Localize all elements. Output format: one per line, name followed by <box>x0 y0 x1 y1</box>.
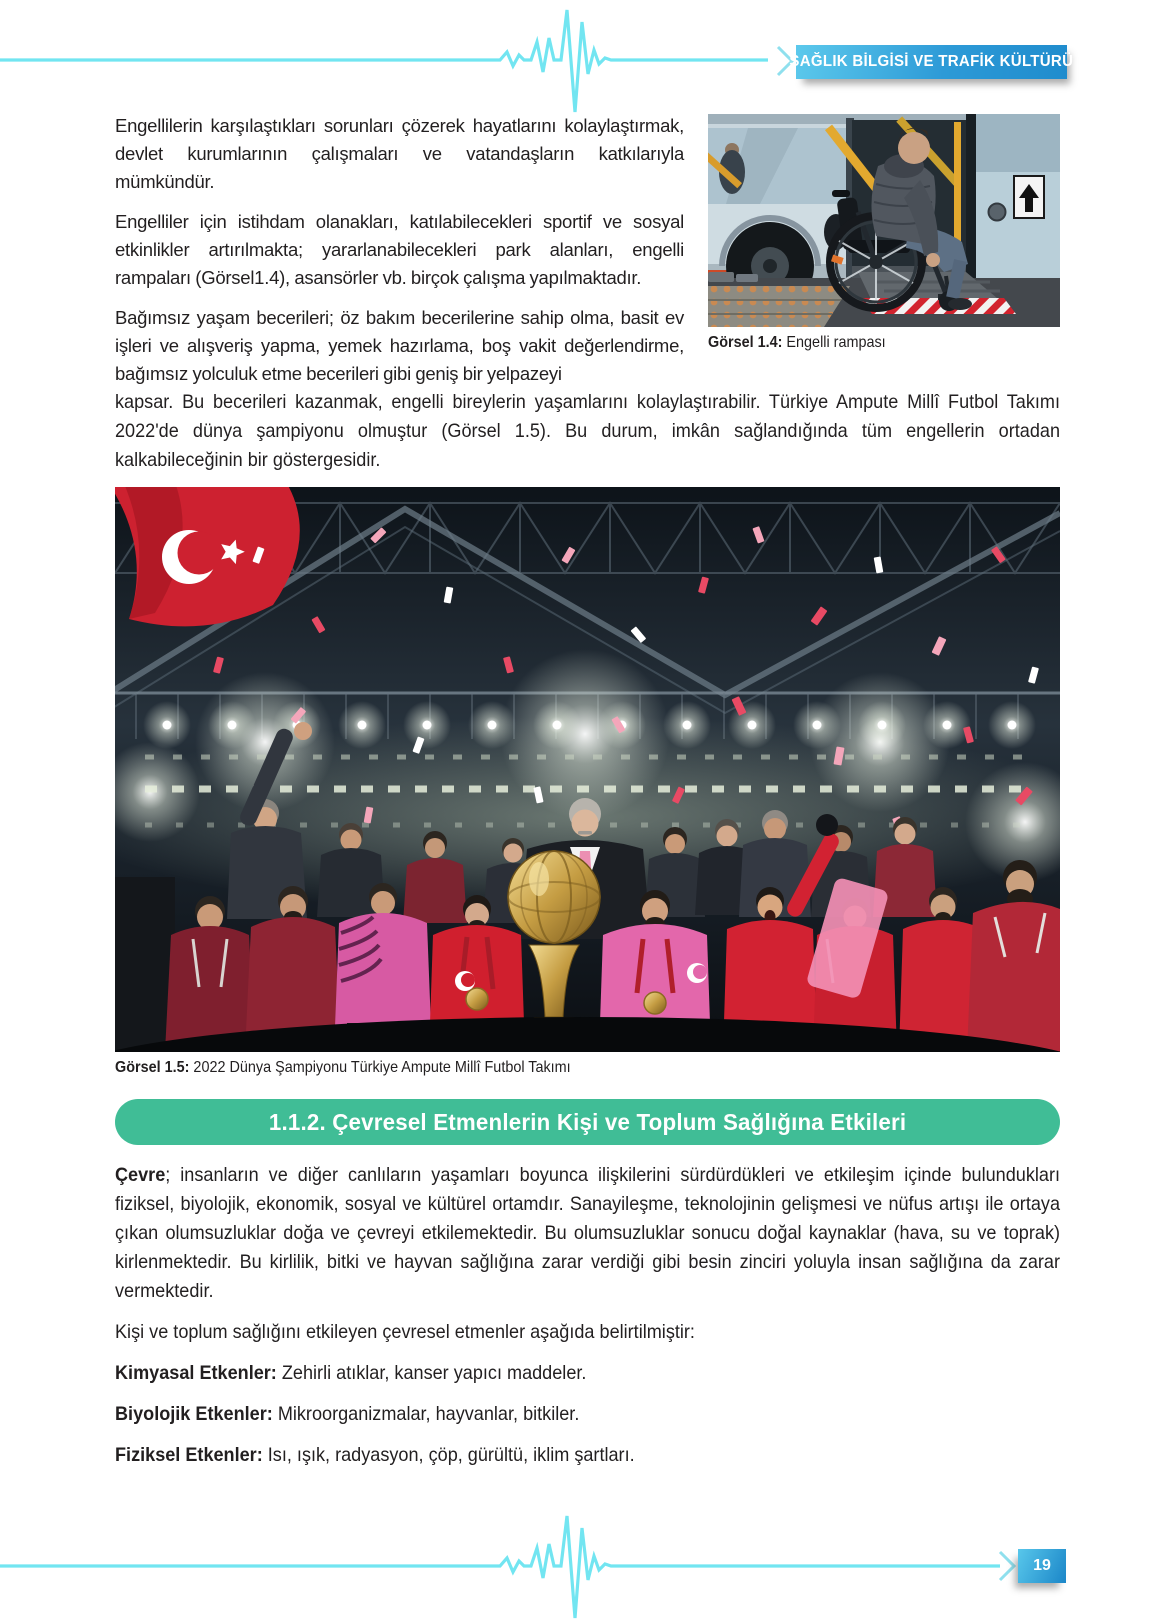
section-banner <box>115 1099 1060 1145</box>
footer-pulse-line <box>0 1500 1152 1624</box>
team-photo-caption <box>115 1059 1059 1077</box>
figure-ramp <box>708 114 1060 352</box>
factor-label: Fiziksel Etkenler: <box>115 1444 263 1466</box>
header-banner-label: SAĞLIK BİLGİSİ VE TRAFİK KÜLTÜRÜ <box>789 53 1074 70</box>
factor-item-biological <box>115 1400 1060 1429</box>
environment-section <box>115 1161 1060 1470</box>
bus-ramp-illustration <box>708 114 1060 327</box>
caption-text: Engelli rampası <box>782 334 886 351</box>
env-lead: Çevre <box>115 1164 166 1186</box>
team-photo-figure <box>115 487 1060 1077</box>
factor-text: Zehirli atıklar, kanser yapıcı maddeler. <box>276 1362 587 1384</box>
paragraph-3a: Bağımsız yaşam becerileri; öz bakım becerilerine sahip olma, basit ev işleri ve alışveriş yapma, yemek hazırlama, boş vakit değerlendirme, bağımsız yolculuk etme becerileri gibi geniş bir yelpazeyi <box>115 307 684 384</box>
section-title: 1.1.2. Çevresel Etmenlerin Kişi ve Toplum Sağlığına Etkileri <box>268 1108 907 1135</box>
factor-text: Isı, ışık, radyasyon, çöp, gürültü, iklim şartları. <box>262 1444 635 1466</box>
env-paragraph-rest: ; insanların ve diğer canlıların yaşamları boyunca ilişkilerini sürdürdükleri ve etkileşim içinde bulundukları fiziksel, biyolojik, ekonomik, sosyal ve kültürel ortamdır. Sanayileşme, teknolojinin gelişmesi ve nüfus artışı ile ortaya çıkan olumsuzluklar doğa ve çevreyi etkilemektedir. Bu olumsuzluklar sonucu doğal kaynaklar (hava, su ve toprak) kirlenmektedir. Bu kirlilik, bitki ve hayvan sağlığına zarar verdiği gibi besin zinciri yoluyla insan sağlığına da zarar vermektedir. <box>115 1164 1061 1302</box>
page-number-badge <box>1018 1549 1066 1583</box>
paragraph-3b: kapsar. Bu becerileri kazanmak, engelli bireylerin yaşamlarını kolaylaştırabilir. Türkiye Ampute Millî Futbol Takımı 2022'de dünya şampiyonu olmuştur (Görsel 1.5). Bu durum, imkân sağlandığında tüm engellerin ortadan kalkabileceğinin bir göstergesidir. <box>115 391 1061 471</box>
wheelchair-sign-arrow-icon <box>1014 176 1044 218</box>
env-intro-line: Kişi ve toplum sağlığını etkileyen çevresel etmenler aşağıda belirtilmiştir: <box>115 1321 695 1343</box>
page-number: 19 <box>1033 1557 1051 1574</box>
team-photo-illustration <box>115 487 1060 1052</box>
factor-label: Kimyasal Etkenler: <box>115 1362 277 1384</box>
page-content <box>115 112 1060 1482</box>
caption-label: Görsel 1.5: <box>115 1059 190 1076</box>
factor-label: Biyolojik Etkenler: <box>115 1403 273 1425</box>
header-banner <box>789 45 1074 79</box>
paragraph-2: Engelliler için istihdam olanakları, katılabilecekleri sportif ve sosyal etkinlikler artırılmakta; yararlanabilecekleri park alanları, engelli rampaları (Görsel1.4), asansörler vb. birçok çalışma yapılmaktadır. <box>115 211 684 288</box>
factor-item-chemical <box>115 1359 1060 1388</box>
figure-ramp-caption <box>708 334 1060 352</box>
paragraph-1: Engellilerin karşılaştıkları sorunları çözerek hayatlarını kolaylaştırmak, devlet kurumlarının çalışmaları ve vatandaşların katkılarıyla mümkündür. <box>115 115 684 192</box>
caption-text: 2022 Dünya Şampiyonu Türkiye Ampute Millî Futbol Takımı <box>189 1059 571 1076</box>
env-paragraph <box>115 1161 1060 1306</box>
caption-label: Görsel 1.4: <box>708 334 783 351</box>
factor-item-physical <box>115 1441 1060 1470</box>
factor-text: Mikroorganizmalar, hayvanlar, bitkiler. <box>272 1403 580 1425</box>
